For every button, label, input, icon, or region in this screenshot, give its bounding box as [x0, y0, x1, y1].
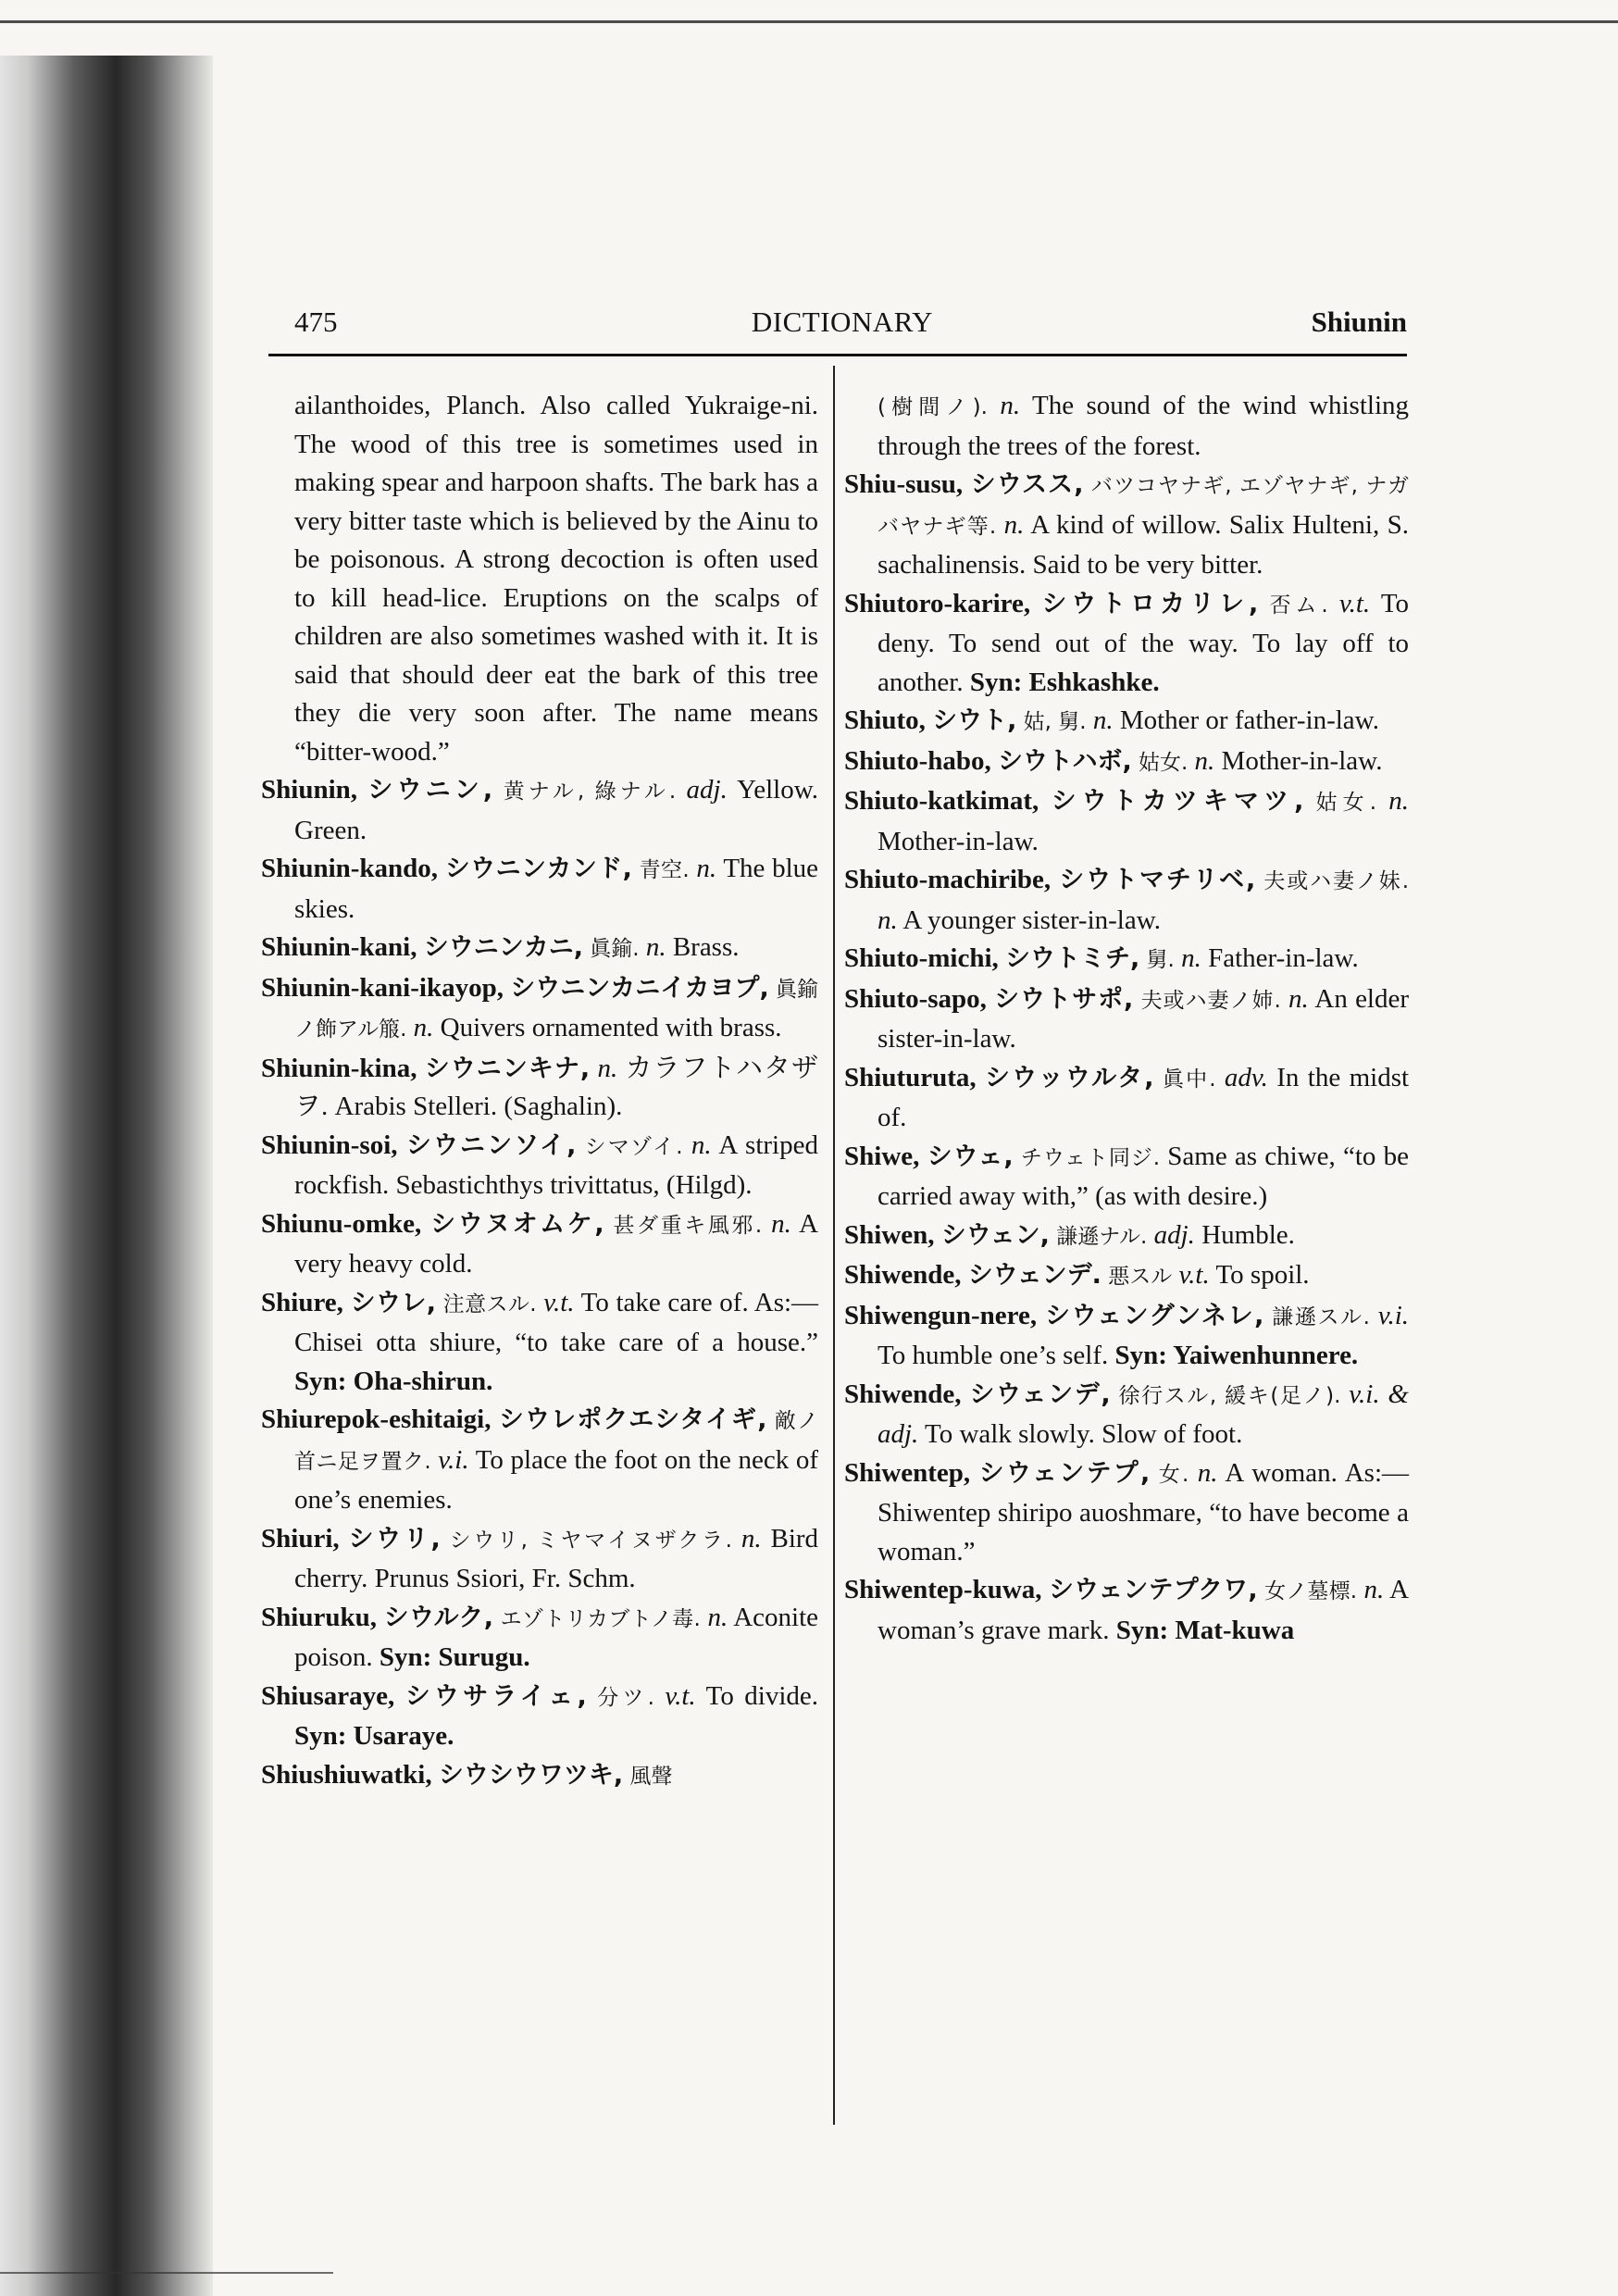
kana-reading: シウニンカニイカヨプ,: [510, 973, 769, 1003]
headword: Shiwe,: [844, 1141, 920, 1171]
kana-reading: シウニンソイ,: [405, 1130, 577, 1160]
definition: To humble one’s self.: [877, 1341, 1109, 1370]
headword: Shiunin,: [261, 775, 358, 805]
japanese-gloss: シウリ, ミヤマイヌザクラ.: [449, 1528, 732, 1553]
japanese-gloss: 謙遜ナル.: [1056, 1224, 1148, 1249]
kana-reading: シウヌオムケ,: [430, 1209, 604, 1239]
part-of-speech: v.i.: [438, 1444, 469, 1475]
kana-reading: シウサライェ,: [404, 1681, 587, 1711]
definition: A woman’s grave mark.: [877, 1575, 1410, 1645]
definition: Father-in-law.: [1208, 943, 1359, 973]
dictionary-entry: [844, 1217, 1409, 1257]
dictionary-entry: [844, 387, 1409, 466]
dictionary-entry: [844, 1454, 1409, 1572]
definition: Brass.: [672, 932, 740, 962]
japanese-gloss: 眞鍮.: [590, 937, 640, 961]
headword: Shiwende,: [844, 1260, 962, 1290]
dictionary-entry: [844, 1059, 1409, 1138]
headword: Shiushiuwatki,: [261, 1759, 432, 1790]
kana-reading: シウトマチリベ,: [1059, 866, 1256, 894]
kana-reading: シウェングンネレ,: [1044, 1301, 1264, 1330]
definition: In the midst of.: [877, 1062, 1410, 1132]
part-of-speech: adj.: [686, 775, 728, 805]
synonym: Syn: Eshkashke.: [969, 667, 1160, 697]
definition: A kind of willow. Salix Hulteni, S. sachalinensis. Said to be very bitter.: [877, 509, 1409, 580]
japanese-gloss: 夫或ハ妻ノ姉.: [1140, 988, 1281, 1013]
kana-reading: シウニン,: [367, 776, 493, 805]
dictionary-entry: [261, 929, 818, 969]
part-of-speech: n.: [771, 1208, 791, 1239]
synonym: Syn: Mat-kuwa: [1115, 1615, 1295, 1645]
kana-reading: シウルク,: [383, 1603, 494, 1632]
definition: Humble.: [1201, 1219, 1295, 1250]
part-of-speech: n.: [1194, 745, 1215, 776]
part-of-speech: v.i. & adj.: [877, 1379, 1409, 1449]
dictionary-entry: [844, 1571, 1409, 1650]
kana-reading: シウレ,: [350, 1288, 437, 1317]
headword: Shiuto-katkimat,: [844, 786, 1039, 816]
kana-reading: シウェ,: [927, 1142, 1014, 1171]
definition: Same as chiwe, “to be carried away with,” (as with desire.): [877, 1141, 1410, 1211]
kana-reading: シウェンデ.: [967, 1261, 1101, 1290]
definition: Bird cherry. Prunus Ssiori, Fr. Schm.: [294, 1523, 819, 1593]
japanese-gloss: 姑女.: [1138, 750, 1189, 775]
headword: Shiuto-habo,: [844, 745, 991, 776]
definition: Mother or father-in-law.: [1119, 705, 1379, 735]
synonym: Syn: Oha-shirun.: [294, 1366, 493, 1396]
dictionary-entry: [844, 702, 1409, 742]
definition: To divide.: [705, 1680, 819, 1711]
dictionary-entry: [261, 1678, 818, 1756]
dictionary-entry: [261, 1599, 818, 1678]
definition: The blue skies.: [294, 854, 819, 924]
japanese-gloss: 否ム.: [1269, 593, 1328, 618]
column-divider: [833, 366, 835, 2125]
dictionary-entry: [261, 1205, 818, 1284]
headword: Shiuto-michi,: [844, 943, 999, 973]
dictionary-entry: [844, 466, 1409, 585]
headword: Shiunin-soi,: [261, 1129, 398, 1160]
definition: To place the foot on the neck of one’s enemies.: [294, 1444, 819, 1515]
part-of-speech: n.: [1003, 509, 1025, 540]
headword: Shiwengun-nere,: [844, 1300, 1038, 1330]
dictionary-entry: [261, 1127, 818, 1205]
definition: A very heavy cold.: [294, 1208, 819, 1279]
guide-word: Shiunin: [1311, 306, 1407, 338]
dictionary-entry: [261, 1756, 818, 1797]
kana-reading: シウニンカニ,: [423, 933, 583, 962]
japanese-gloss: 風聲: [629, 1764, 673, 1789]
part-of-speech: n.: [1363, 1575, 1385, 1604]
part-of-speech: v.t.: [1178, 1260, 1210, 1290]
japanese-gloss: 眞中.: [1162, 1067, 1216, 1092]
japanese-gloss: シマゾイ.: [584, 1134, 683, 1159]
definition: Mother-in-law.: [877, 826, 1039, 856]
dictionary-entry: [261, 1401, 818, 1520]
part-of-speech: n.: [1181, 943, 1201, 973]
part-of-speech: n.: [1388, 786, 1410, 816]
part-of-speech: n.: [691, 1129, 712, 1160]
headword: Shiuturuta,: [844, 1062, 977, 1092]
dictionary-entry: [844, 1138, 1409, 1217]
definition: To walk slowly. Slow of foot.: [925, 1419, 1243, 1449]
definition: Mother-in-law.: [1221, 745, 1383, 776]
left-column: [261, 387, 818, 1796]
synonym: Syn: Surugu.: [379, 1642, 530, 1672]
japanese-gloss: チウェト同ジ.: [1020, 1145, 1161, 1170]
kana-reading: シウェンテプ,: [978, 1458, 1151, 1488]
part-of-speech: v.t.: [543, 1287, 575, 1317]
headword: Shiunin-kina,: [261, 1053, 417, 1083]
headword: Shiure,: [261, 1287, 343, 1317]
part-of-speech: n.: [707, 1602, 728, 1632]
part-of-speech: n.: [877, 905, 898, 935]
kana-reading: シウシウワツキ,: [438, 1760, 624, 1790]
dictionary-entry: [261, 1050, 818, 1127]
dictionary-entry: [261, 387, 818, 771]
headword: Shiurepok-eshitaigi,: [261, 1404, 492, 1434]
right-column: [844, 387, 1409, 1650]
kana-reading: シウスス,: [970, 470, 1084, 499]
part-of-speech: adv.: [1224, 1062, 1268, 1092]
bottom-edge-rule: [0, 2272, 333, 2274]
dictionary-entry: [844, 940, 1409, 980]
kana-reading: シウニンキナ,: [424, 1054, 591, 1083]
dictionary-entry: [844, 782, 1409, 861]
dictionary-entry: [844, 1376, 1409, 1454]
kana-reading: シウェンテプクワ,: [1048, 1576, 1258, 1604]
japanese-gloss: 謙遜スル.: [1272, 1304, 1370, 1329]
japanese-gloss: 舅.: [1146, 948, 1175, 972]
dictionary-entry: [844, 585, 1409, 703]
part-of-speech: v.t.: [1338, 588, 1371, 618]
japanese-gloss: 徐行スル, 緩キ(足ノ).: [1118, 1383, 1341, 1408]
definition: Quivers ornamented with brass.: [440, 1013, 782, 1042]
definition: A woman. As:—Shiwentep shiripo auoshmare, “to have become a woman.”: [877, 1457, 1410, 1566]
kana-reading: シウッウルタ,: [985, 1063, 1154, 1092]
kana-reading: シウェンデ,: [969, 1379, 1111, 1409]
kana-reading: シウニンカンド,: [444, 855, 632, 883]
japanese-gloss: 注意スル.: [442, 1292, 537, 1316]
headword: Shiunu-omke,: [261, 1208, 422, 1239]
headword: Shiuto-machiribe,: [844, 865, 1052, 894]
dictionary-entry: [844, 980, 1409, 1059]
page-title: DICTIONARY: [751, 306, 934, 338]
part-of-speech: n.: [645, 932, 666, 962]
part-of-speech: n.: [1197, 1457, 1218, 1488]
definition: Aconite poison.: [294, 1602, 819, 1672]
headword: Shiunin-kani,: [261, 932, 417, 962]
part-of-speech: v.t.: [665, 1680, 696, 1711]
headword: Shiuto,: [844, 705, 926, 735]
part-of-speech: n.: [1092, 705, 1114, 735]
dictionary-entry: [261, 771, 818, 850]
japanese-gloss: 眞鍮ノ飾アル箙.: [294, 977, 819, 1042]
dictionary-entry: [844, 742, 1409, 783]
japanese-gloss: 悪スル: [1108, 1265, 1173, 1289]
japanese-gloss: (樹間ノ).: [877, 395, 988, 419]
dictionary-entry: [261, 969, 818, 1050]
dictionary-entry: [261, 850, 818, 929]
japanese-gloss: 敵ノ首ニ足ヲ置ク.: [294, 1409, 819, 1474]
kana-reading: シウリ,: [348, 1524, 441, 1554]
japanese-gloss: 姑女.: [1315, 791, 1377, 815]
part-of-speech: n.: [741, 1523, 762, 1554]
headword: Shiunin-kani-ikayop,: [261, 972, 504, 1003]
part-of-speech: adj.: [1153, 1219, 1195, 1250]
part-of-speech: n.: [1288, 983, 1309, 1014]
headword: Shiunin-kando,: [261, 854, 439, 883]
book-binding-shadow: [0, 56, 213, 2296]
headword: Shiutoro-karire,: [844, 588, 1031, 618]
definition: An elder sister-in-law.: [877, 983, 1410, 1054]
part-of-speech: n.: [1000, 391, 1021, 420]
japanese-gloss: 姑, 舅.: [1023, 710, 1087, 734]
japanese-gloss: 夫或ハ妻ノ妹.: [1263, 869, 1410, 893]
header-rule: [268, 354, 1407, 356]
definition: The sound of the wind whistling through the trees of the forest.: [877, 391, 1410, 461]
definition: Yellow. Green.: [294, 775, 819, 845]
kana-reading: シウェン,: [940, 1220, 1050, 1250]
definition: ailanthoides, Planch. Also called Yukraige-ni. The wood of this tree is sometimes used in making spear and harpoon shafts. The bark has a very bitter taste which is believed by the Ainu to be poisonous. A strong decoction is often used to kill head-lice. Eruptions on the scalps of children are also sometimes washed with it. It is said that should deer eat the bark of this tree they die very soon after. The name means “bitter-wood.”: [294, 391, 818, 767]
headword: Shiuruku,: [261, 1602, 377, 1632]
headword: Shiusaraye,: [261, 1680, 395, 1711]
japanese-gloss: 分ツ.: [597, 1685, 654, 1710]
synonym: Syn: Usaraye.: [294, 1721, 454, 1751]
japanese-gloss: エゾトリカブトノ毒.: [500, 1606, 701, 1631]
japanese-gloss: 女.: [1158, 1462, 1189, 1487]
kana-reading: シウト,: [932, 706, 1017, 735]
japanese-gloss: 黄ナル, 綠ナル.: [503, 780, 677, 804]
japanese-gloss: バツコヤナギ, エゾヤナギ, ナガバヤナギ等.: [877, 474, 1410, 539]
dictionary-entry: [261, 1520, 818, 1599]
page-number: 475: [294, 306, 338, 338]
headword: Shiwentep-kuwa,: [844, 1575, 1042, 1604]
dictionary-entry: [844, 1297, 1409, 1376]
japanese-gloss: 女ノ墓標.: [1264, 1579, 1358, 1603]
part-of-speech: n.: [413, 1013, 434, 1042]
definition: To deny. To send out of the way. To lay off to another.: [877, 588, 1410, 697]
headword: Shiu-susu,: [844, 469, 964, 499]
part-of-speech: v.i.: [1377, 1300, 1410, 1330]
kana-reading: シウレポクエシタイギ,: [498, 1405, 767, 1434]
definition: カラフトハタザヲ. Arabis Stelleri. (Saghalin).: [294, 1053, 819, 1121]
japanese-gloss: 甚ダ重キ風邪.: [613, 1213, 763, 1238]
headword: Shiwende,: [844, 1379, 962, 1409]
kana-reading: シウトロカリレ,: [1041, 589, 1259, 618]
definition: A striped rockfish. Sebastichthys trivittatus, (Hilgd).: [294, 1129, 818, 1200]
definition: A younger sister-in-law.: [902, 905, 1162, 935]
headword: Shiuto-sapo,: [844, 983, 987, 1014]
definition: To take care of. As:—Chisei otta shiure, “to take care of a house.”: [294, 1287, 819, 1357]
kana-reading: シウトミチ,: [1005, 944, 1140, 973]
top-edge-rule: [0, 20, 1618, 23]
dictionary-entry: [844, 1256, 1409, 1297]
page-header: [278, 306, 1407, 346]
kana-reading: シウトカツキマツ,: [1051, 787, 1304, 816]
definition: To spoil.: [1215, 1260, 1310, 1290]
kana-reading: シウトハボ,: [998, 746, 1132, 776]
dictionary-entry: [844, 861, 1409, 940]
kana-reading: シウトサポ,: [994, 984, 1134, 1014]
part-of-speech: n.: [696, 854, 717, 883]
headword: Shiwen,: [844, 1219, 935, 1250]
dictionary-entry: [261, 1284, 818, 1402]
headword: Shiwentep,: [844, 1457, 971, 1488]
japanese-gloss: 青空.: [639, 858, 690, 882]
synonym: Syn: Yaiwenhunnere.: [1114, 1341, 1359, 1370]
part-of-speech: n.: [597, 1053, 618, 1083]
headword: Shiuri,: [261, 1523, 340, 1554]
